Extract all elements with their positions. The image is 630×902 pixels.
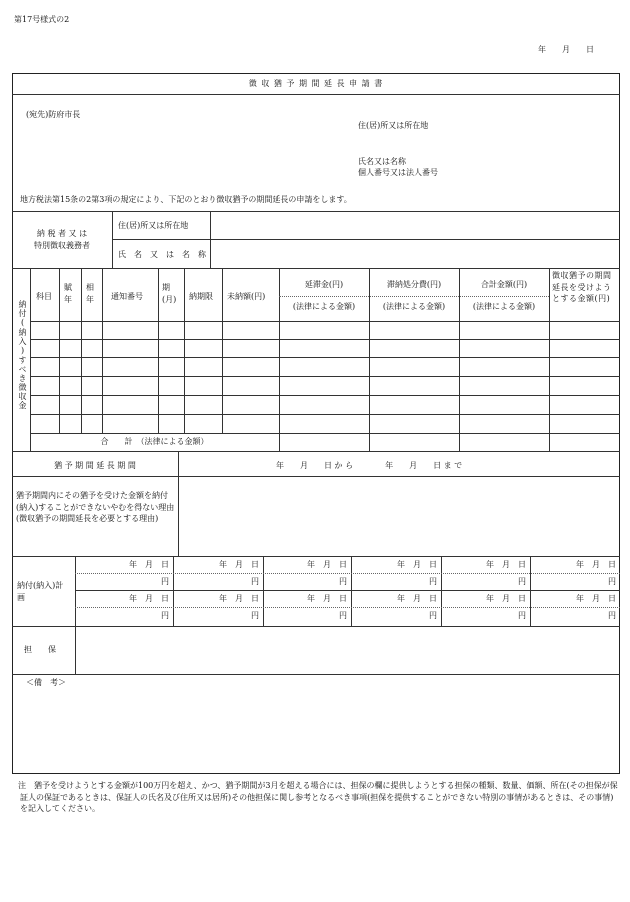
header-kamoku: 科目: [36, 292, 52, 301]
header-delinquency-legal: (法律による金額): [292, 302, 356, 311]
plan-date-3: 年 月 日: [307, 560, 347, 569]
plan-date-6: 年 月 日: [576, 560, 616, 569]
header-penalty: 滞納処分費(円): [386, 280, 442, 289]
tax-table-side-label: 納付(納入)すべき徴収金: [18, 300, 27, 410]
plan-date-1: 年 月 日: [129, 560, 169, 569]
plan-date-8: 年 月 日: [219, 594, 259, 603]
header-total: 合計金額(円): [480, 280, 528, 289]
taxpayer-name-field[interactable]: [213, 242, 617, 265]
plan-date-11: 年 月 日: [486, 594, 526, 603]
plan-yen-12: 円: [608, 611, 616, 620]
plan-yen-4: 円: [429, 577, 437, 586]
reason-field[interactable]: [181, 479, 617, 553]
header-deadline: 納期限: [189, 292, 213, 301]
plan-date-9: 年 月 日: [307, 594, 347, 603]
plan-yen-2: 円: [251, 577, 259, 586]
header-so: 相年: [86, 283, 94, 304]
header-delinquency: 延滞金(円): [304, 280, 344, 289]
form-title: 徴 収 猶 予 期 間 延 長 申 請 書: [248, 79, 384, 88]
taxpayer-address-label: 住(居)所又は所在地: [118, 221, 189, 230]
header-fu: 賦年: [64, 283, 72, 304]
header-total-legal: (法律による金額): [472, 302, 536, 311]
taxpayer-label: 納 税 者 又 は 特別徴収義務者: [34, 229, 90, 250]
plan-yen-9: 円: [339, 611, 347, 620]
applicant-address-label: 住(居)所又は所在地: [358, 121, 429, 130]
header-period: 期(月): [162, 283, 177, 304]
plan-yen-7: 円: [161, 611, 169, 620]
header-penalty-legal: (法律による金額): [382, 302, 446, 311]
header-notice-number: 通知番号: [111, 292, 143, 301]
plan-date-4: 年 月 日: [397, 560, 437, 569]
plan-yen-11: 円: [518, 611, 526, 620]
header-unpaid: 未納額(円): [227, 292, 266, 301]
extension-period-label: 猶 予 期 間 延 長 期 間: [54, 461, 136, 470]
taxpayer-name-label: 氏 名 又 は 名 称: [118, 250, 206, 259]
footnote: 注 猶予を受けようとする金額が100万円を超え、かつ、猶予期間が3月を超える場合には、担保の欄に提供しようとする担保の種類、数量、価額、所在(その担保が保証人の保証であるときは、保証人の氏名及び住所又は居所)その他担保に関し参考となるべき事項(担保を提供することができない特別の事情があるときは、その事情)を記入してください。: [18, 781, 618, 814]
plan-yen-8: 円: [251, 611, 259, 620]
payment-plan-label: 納付(納入)計 画: [17, 581, 80, 602]
plan-date-10: 年 月 日: [397, 594, 437, 603]
addressee: (宛先)防府市長: [26, 110, 81, 119]
security-field[interactable]: [78, 629, 617, 671]
plan-date-12: 年 月 日: [576, 594, 616, 603]
header-request-amount: 徴収猶予の期間延長を受けようとする金額(円): [552, 271, 612, 304]
taxpayer-address-field[interactable]: [213, 214, 617, 237]
extension-period-value: 年 月 日 か ら 年 月 日 ま で: [276, 461, 463, 470]
application-date: 年 月 日: [538, 45, 594, 54]
plan-yen-5: 円: [518, 577, 526, 586]
plan-yen-6: 円: [608, 577, 616, 586]
plan-yen-3: 円: [339, 577, 347, 586]
remarks-label: ＜備 考＞: [26, 678, 66, 687]
intro-text: 地方税法第15条の2第3項の規定により、下記のとおり徴収猶予の期間延長の申請をします。: [20, 195, 352, 204]
plan-date-5: 年 月 日: [486, 560, 526, 569]
plan-date-7: 年 月 日: [129, 594, 169, 603]
plan-yen-1: 円: [161, 577, 169, 586]
applicant-id-label: 個人番号又は法人番号: [358, 168, 438, 177]
form-number: 第17号様式の2: [14, 15, 70, 24]
total-row-label: 合 計 （法律による金額）: [100, 437, 209, 446]
plan-yen-10: 円: [429, 611, 437, 620]
security-label: 担 保: [24, 645, 56, 654]
applicant-name-label: 氏名又は名称: [358, 157, 406, 166]
plan-date-2: 年 月 日: [219, 560, 259, 569]
reason-label: 猶予期間内にその猶予を受けた金額を納付(納入)することができないやむを得ない理由(徴収猶予の期間延長を必要とする理由): [16, 491, 175, 524]
remarks-field[interactable]: [16, 690, 616, 770]
